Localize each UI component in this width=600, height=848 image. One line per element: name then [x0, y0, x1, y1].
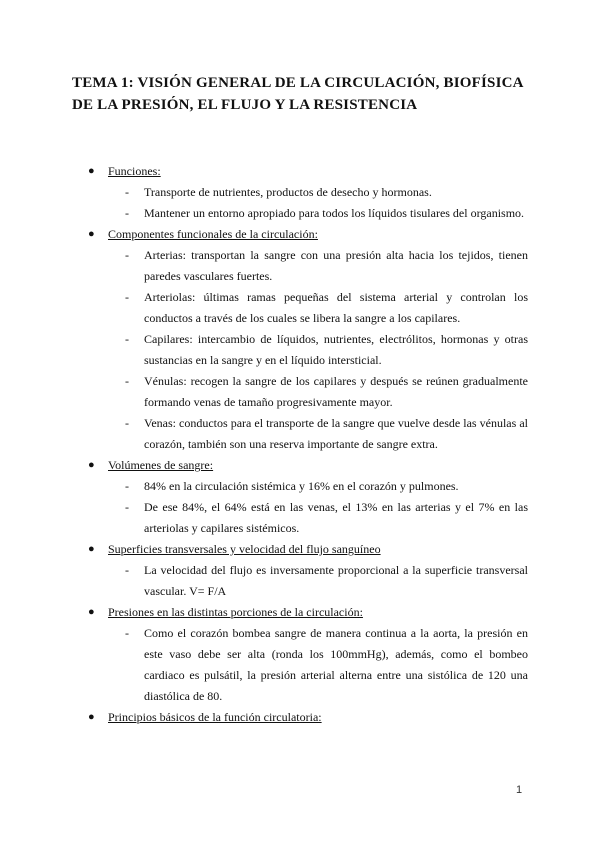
section-componentes [88, 224, 528, 455]
list-item-text: Como el corazón bombea sangre de manera continua a la aorta, la presión en este vaso debe ser alta (ronda los 100mmHg), además, como el bombeo cardiaco es pulsátil, la presión arterial alterna entre una sistólica de 120 una diastólica de 80. [144, 626, 528, 703]
dash-icon: - [125, 500, 129, 514]
dash-icon: - [125, 206, 129, 220]
section-principios [88, 707, 528, 728]
section-title: Funciones: [108, 164, 161, 178]
section-funciones [88, 161, 528, 224]
section-title: Volúmenes de sangre: [108, 458, 214, 472]
bullet-icon: ● [88, 711, 95, 723]
list-item [88, 329, 528, 371]
list-item [88, 413, 528, 455]
list-item-text: Arteriolas: últimas ramas pequeñas del sistema arterial y controlan los conductos a través de los cuales se libera la sangre a los capilares. [144, 290, 528, 325]
list-item-text: Capilares: intercambio de líquidos, nutrientes, electrólitos, hormonas y otras sustancias en la sangre y en el líquido intersticial. [144, 332, 528, 367]
dash-icon: - [125, 563, 129, 577]
dash-icon: - [125, 185, 129, 199]
section-head [88, 707, 528, 728]
bullet-icon: ● [88, 606, 95, 618]
section-title: Principios básicos de la función circulatoria: [108, 710, 322, 724]
section-title: Presiones en las distintas porciones de la circulación: [108, 605, 363, 619]
bullet-icon: ● [88, 228, 95, 240]
list-item-text: Transporte de nutrientes, productos de desecho y hormonas. [144, 185, 432, 199]
dash-icon: - [125, 332, 129, 346]
dash-icon: - [125, 416, 129, 430]
dash-icon: - [125, 626, 129, 640]
list-item-text: 84% en la circulación sistémica y 16% en el corazón y pulmones. [144, 479, 459, 493]
section-title: Componentes funcionales de la circulación: [108, 227, 318, 241]
content [88, 161, 528, 728]
list-item [88, 623, 528, 707]
page-title: TEMA 1: VISIÓN GENERAL DE LA CIRCULACIÓN, BIOFÍSICA DE LA PRESIÓN, EL FLUJO Y LA RESISTENCIA [72, 75, 523, 113]
dash-icon: - [125, 248, 129, 262]
list-item [88, 476, 528, 497]
section-head [88, 602, 528, 623]
list-item [88, 203, 528, 224]
list-item [88, 371, 528, 413]
list-item-text: De ese 84%, el 64% está en las venas, el 13% en las arterias y el 7% en las arteriolas y capilares sistémicos. [144, 500, 528, 535]
page-number: 1 [516, 784, 523, 796]
section-head [88, 224, 528, 245]
dash-icon: - [125, 290, 129, 304]
bullet-icon: ● [88, 459, 95, 471]
bullet-icon: ● [88, 165, 95, 177]
section-head [88, 161, 528, 182]
list-item-text: Vénulas: recogen la sangre de los capilares y después se reúnen gradualmente formando venas de tamaño progresivamente mayor. [144, 374, 528, 409]
list-item-text: La velocidad del flujo es inversamente proporcional a la superficie transversal vascular. V= F/A [144, 563, 528, 598]
section-title: Superficies transversales y velocidad del flujo sanguíneo [108, 542, 381, 556]
section-presiones [88, 602, 528, 707]
list-item [88, 182, 528, 203]
list-item [88, 245, 528, 287]
section-superficies [88, 539, 528, 602]
dash-icon: - [125, 479, 129, 493]
list-item-text: Arterias: transportan la sangre con una presión alta hacia los tejidos, tienen paredes vasculares fuertes. [144, 248, 528, 283]
section-head [88, 539, 528, 560]
list-item-text: Mantener un entorno apropiado para todos los líquidos tisulares del organismo. [144, 206, 525, 220]
list-item [88, 560, 528, 602]
section-volumenes [88, 455, 528, 539]
list-item-text: Venas: conductos para el transporte de la sangre que vuelve desde las vénulas al corazón, también son una reserva importante de sangre extra. [144, 416, 528, 451]
list-item [88, 497, 528, 539]
bullet-icon: ● [88, 543, 95, 555]
list-item [88, 287, 528, 329]
section-head [88, 455, 528, 476]
dash-icon: - [125, 374, 129, 388]
